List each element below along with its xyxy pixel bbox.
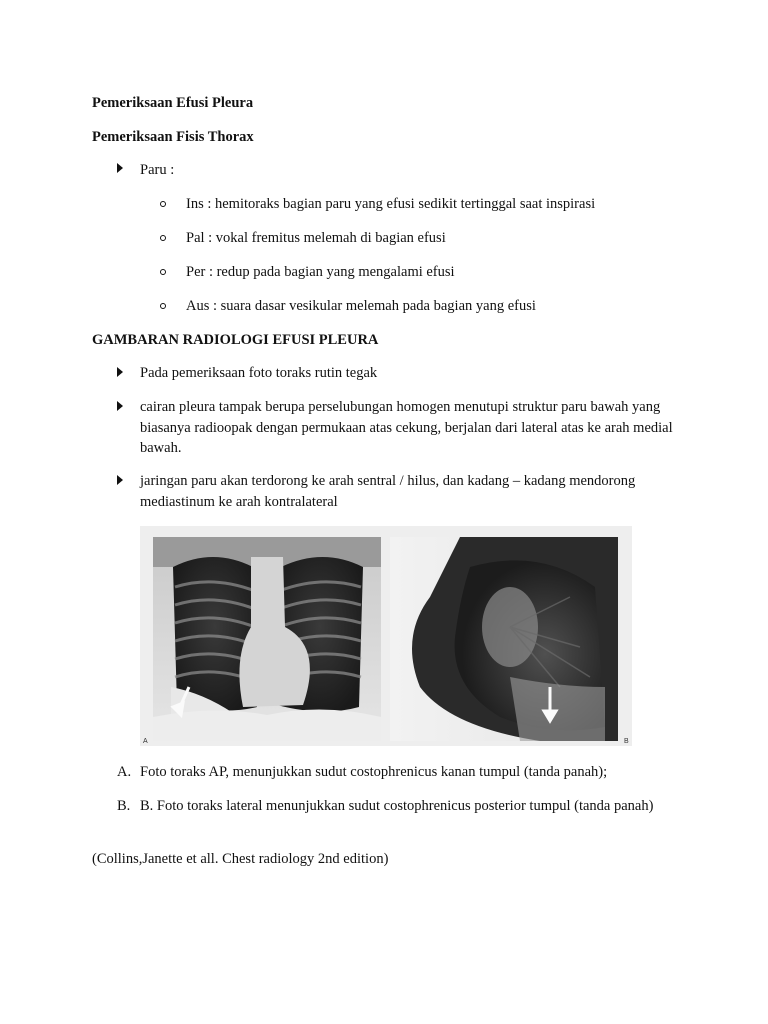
caption-a: Foto toraks AP, menunjukkan sudut costophrenicus kanan tumpul (tanda panah);	[140, 764, 608, 780]
panel-label-b: B	[624, 738, 629, 745]
triangle-bullet-icon	[117, 401, 123, 411]
caption-marker-b: B.	[117, 798, 131, 814]
circle-bullet-icon	[160, 303, 166, 309]
section-heading-radiology: GAMBARAN RADIOLOGI EFUSI PLEURA	[92, 332, 379, 348]
radiology-bullet-1: Pada pemeriksaan foto toraks rutin tegak	[140, 365, 378, 381]
xray-ap-image	[143, 537, 381, 745]
page-title: Pemeriksaan Efusi Pleura	[92, 95, 254, 111]
xray-lateral-image	[390, 537, 629, 745]
paru-item-auscultation: Aus : suara dasar vesikular melemah pada bagian yang efusi	[186, 298, 536, 314]
reference-citation: (Collins,Janette et all. Chest radiology 2nd edition)	[92, 851, 389, 867]
xray-figure	[140, 526, 632, 746]
section-heading-physical-exam: Pemeriksaan Fisis Thorax	[92, 129, 254, 145]
triangle-bullet-icon	[117, 367, 123, 377]
triangle-bullet-icon	[117, 163, 123, 173]
paru-item-inspection: Ins : hemitoraks bagian paru yang efusi sedikit tertinggal saat inspirasi	[186, 196, 596, 212]
circle-bullet-icon	[160, 235, 166, 241]
paru-label: Paru :	[140, 162, 175, 178]
paru-item-percussion: Per : redup pada bagian yang mengalami efusi	[186, 264, 455, 280]
triangle-bullet-icon	[117, 475, 123, 485]
radiology-bullet-2: cairan pleura tampak berupa perselubungan homogen menutupi struktur paru bawah yang biasanya radioopak dengan permukaan atas cekung, berjalan dari lateral atas ke arah medial bawah.	[140, 399, 673, 456]
caption-b: B. Foto toraks lateral menunjukkan sudut costophrenicus posterior tumpul (tanda panah)	[140, 798, 654, 814]
paru-item-palpation: Pal : vokal fremitus melemah di bagian efusi	[186, 230, 446, 246]
caption-marker-a: A.	[117, 764, 132, 780]
panel-label-a: A	[143, 738, 148, 745]
circle-bullet-icon	[160, 269, 166, 275]
radiology-bullet-3: jaringan paru akan terdorong ke arah sentral / hilus, dan kadang – kadang mendorong mediastinum ke arah kontralateral	[140, 473, 636, 510]
circle-bullet-icon	[160, 201, 166, 207]
